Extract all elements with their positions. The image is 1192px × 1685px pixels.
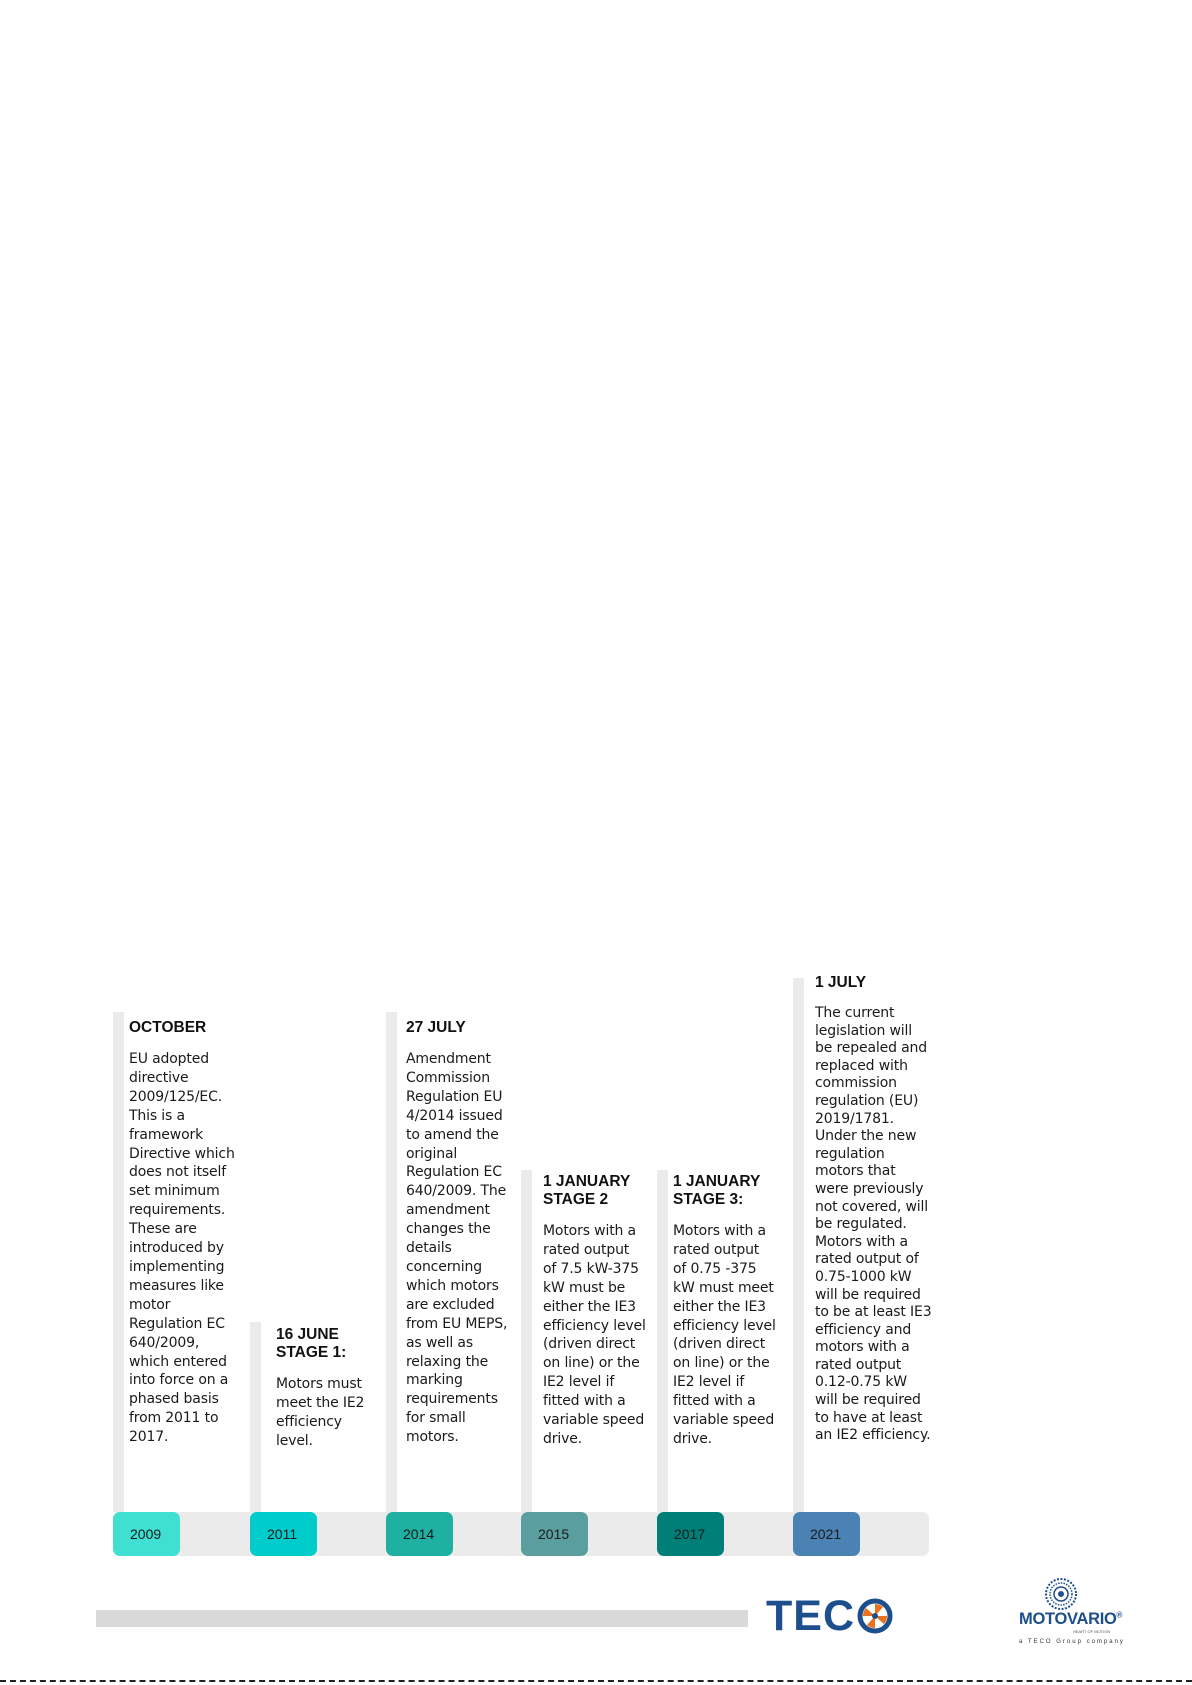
event-heading: 27 JULY — [406, 1019, 466, 1036]
year-badge-2021: 2021 — [793, 1512, 860, 1556]
year-badge-2017: 2017 — [657, 1512, 724, 1556]
teco-o-icon — [857, 1598, 893, 1634]
motovario-gear-icon — [1043, 1576, 1079, 1612]
event-2015 — [543, 1173, 675, 1449]
event-description: EU adopted directive 2009/125/EC. This is a framework Directive which does not itself set minimum requirements. These are introduced by implementing measures like motor Regulation EC 640/2009, which entered into force on a phased basis from 2011 to 2017. — [129, 1051, 235, 1446]
event-description: The current legislation will be repealed and replaced with commission regulation (EU) 2019/1781. Under the new regulation motors that were previously not covered, will be regulated. Motors with a rated output of 0.75-1000 kW will be required to be at least IE3 efficiency and motors with a rated output 0.12-0.75 kW will be required to have at least an IE2 efficiency. — [815, 1005, 932, 1444]
motovario-wordmark: MOTOVARIO® — [1019, 1610, 1123, 1628]
event-description: Amendment Commission Regulation EU 4/2014 issued to amend the original Regulation EC 640/2009. The amendment changes the details concerning which motors are excluded from EU MEPS, as well as relaxing the marking requirements for small motors. — [406, 1051, 508, 1446]
year-badge-2009: 2009 — [113, 1512, 180, 1556]
event-description: Motors must meet the IE2 efficiency level. — [276, 1376, 365, 1449]
motovario-group-line: a TECO Group company — [1019, 1639, 1125, 1645]
page-cut-line — [0, 1680, 1192, 1682]
footer-bar — [96, 1610, 748, 1627]
motovario-logo — [1013, 1576, 1133, 1648]
event-2014 — [406, 1019, 538, 1447]
event-heading: 1 JULY — [815, 974, 867, 991]
event-description: Motors with a rated output of 7.5 kW-375 kW must be either the IE3 efficiency level (driven direct on line) or the IE2 level if fitted with a variable speed drive. — [543, 1223, 646, 1447]
event-2011 — [276, 1326, 408, 1451]
event-2009 — [129, 1019, 261, 1447]
event-heading: 1 JANUARY STAGE 2 — [543, 1173, 631, 1208]
teco-logo-text: TEC — [766, 1591, 855, 1640]
event-bar-2009 — [113, 1012, 124, 1512]
year-badge-2011: 2011 — [250, 1512, 317, 1556]
year-badge-2014: 2014 — [386, 1512, 453, 1556]
event-heading: OCTOBER — [129, 1019, 207, 1036]
event-2021 — [815, 974, 945, 1445]
teco-logo — [766, 1591, 893, 1640]
year-badge-2015: 2015 — [521, 1512, 588, 1556]
event-heading: 1 JANUARY STAGE 3: — [673, 1173, 761, 1208]
event-heading: 16 JUNE STAGE 1: — [276, 1326, 347, 1361]
event-2017 — [673, 1173, 805, 1449]
event-description: Motors with a rated output of 0.75 -375 kW must meet either the IE3 efficiency level (driven direct on line) or the IE2 level if fitted with a variable speed drive. — [673, 1223, 776, 1447]
motovario-tagline: HEART OF MOTION — [1073, 1629, 1111, 1634]
